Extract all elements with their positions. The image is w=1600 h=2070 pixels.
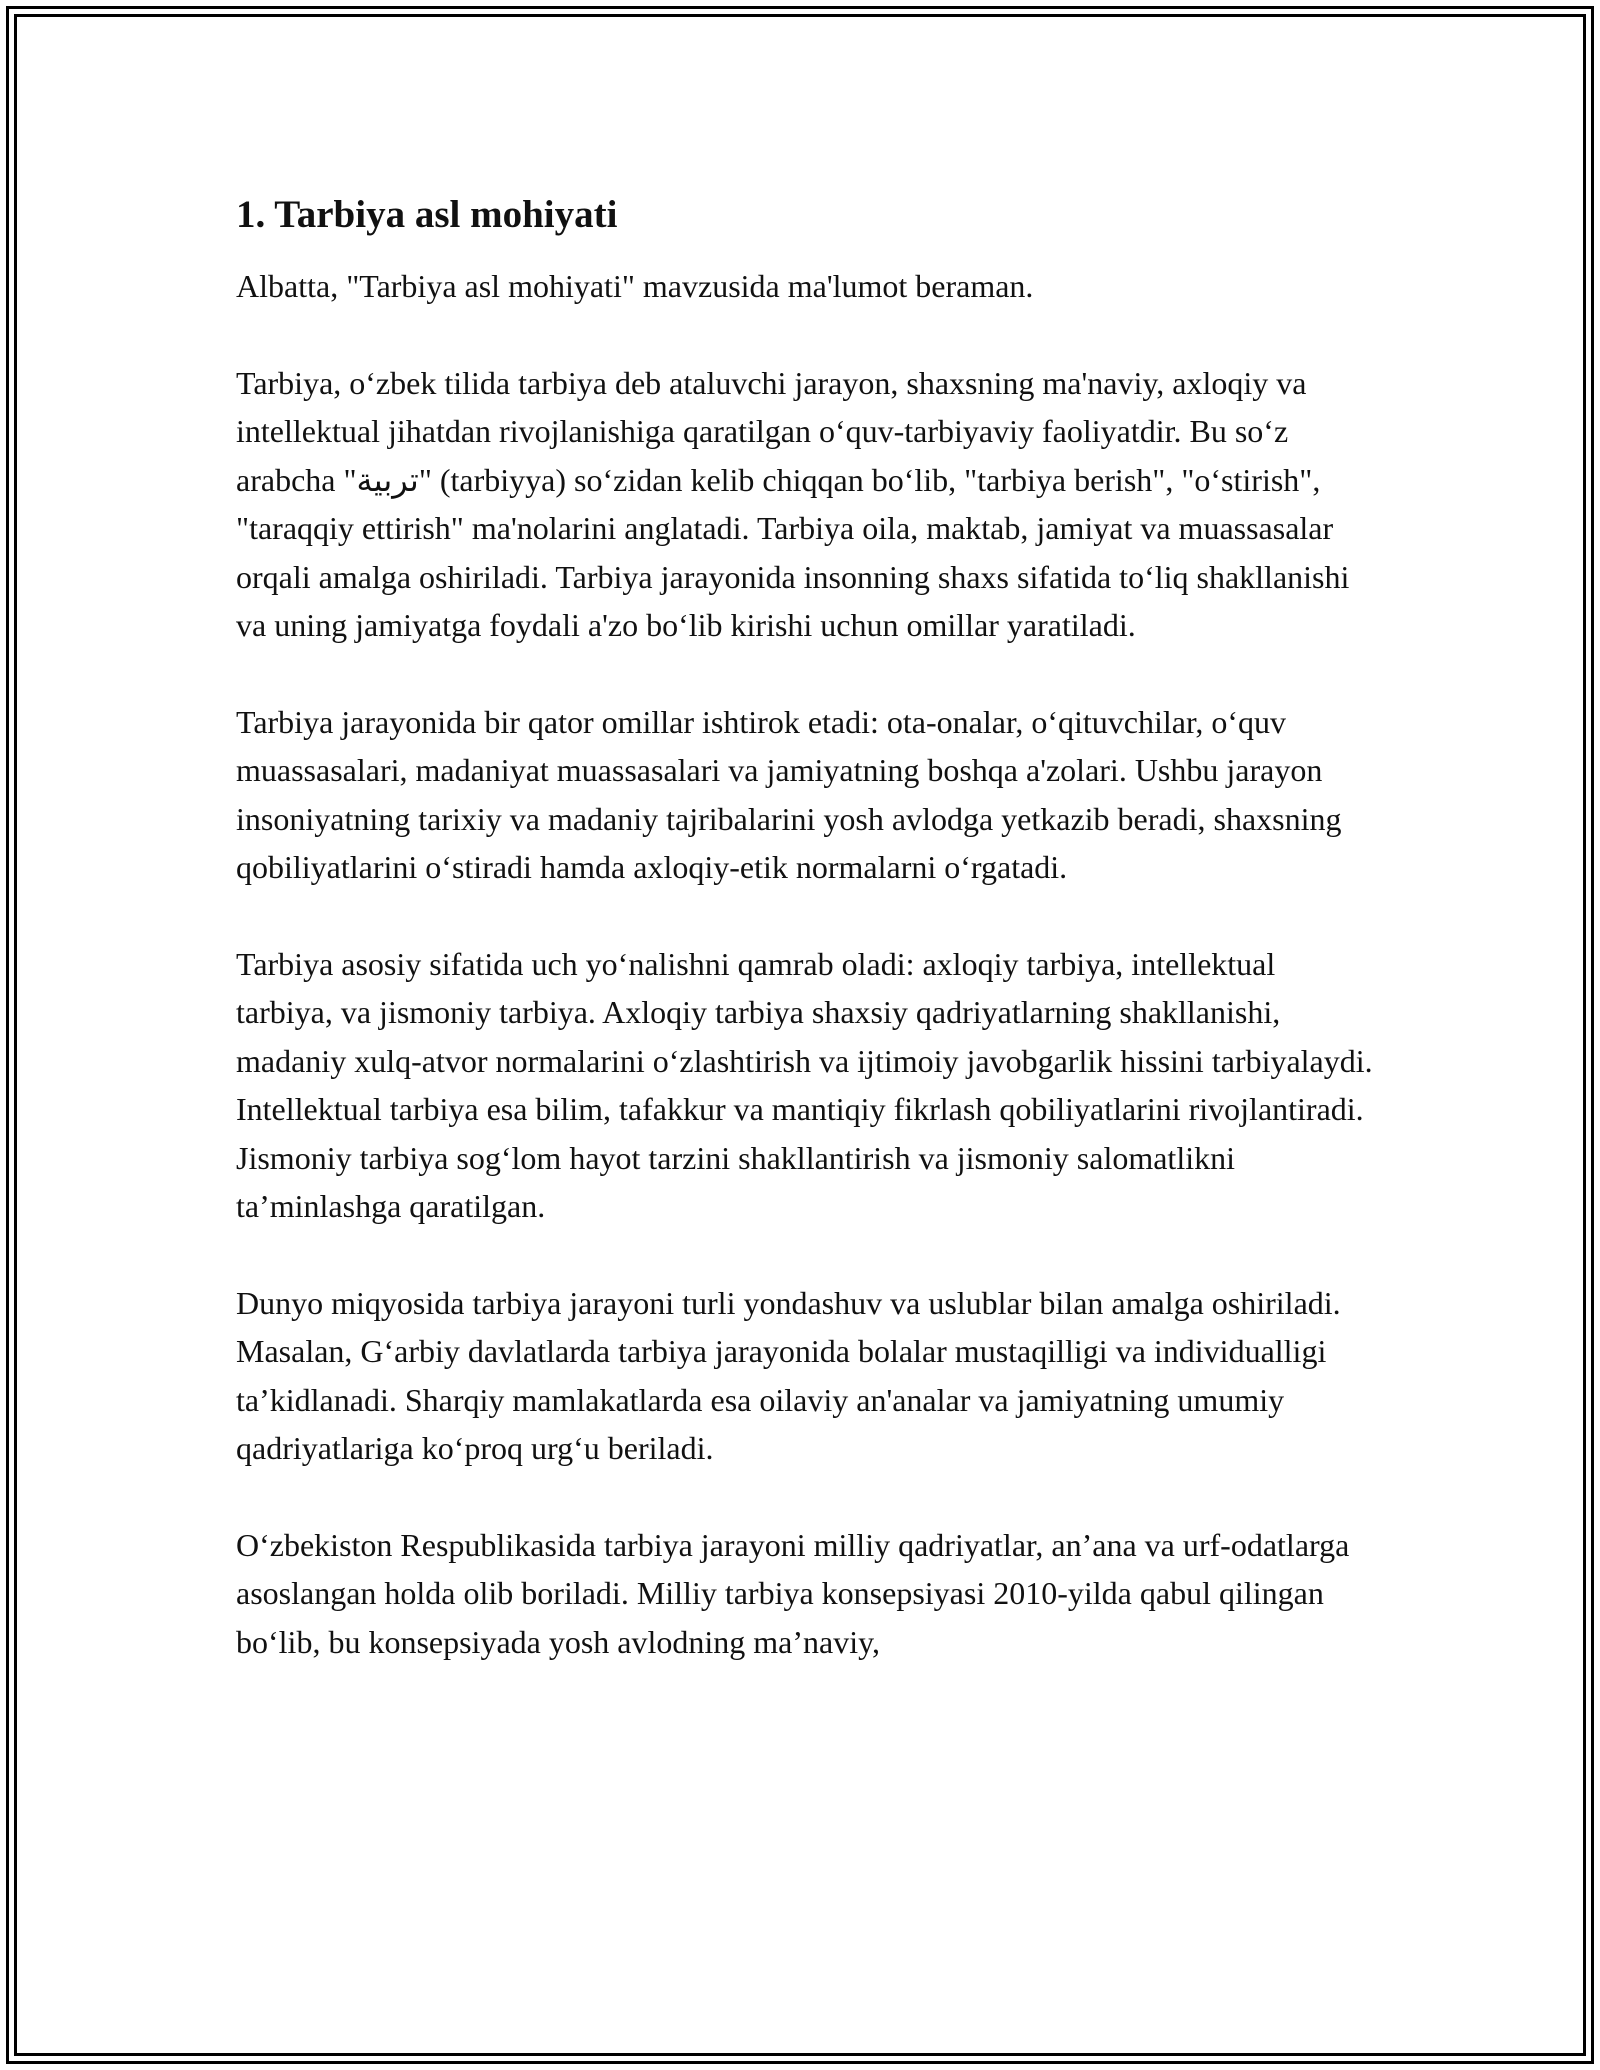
paragraph-definition: Tarbiya, o‘zbek tilida tarbiya deb ataluvchi jarayon, shaxsning ma'naviy, axloqiy va intellektual jihatdan rivojlanishiga qaratilgan o‘quv-tarbiyaviy faoliyatdir. Bu so‘z arabcha "تربية" (tarbiyya) so‘zidan kelib chiqqan bo‘lib, "tarbiya berish", "o‘stirish", "taraqqiy ettirish" ma'nolarini anglatadi. Tarbiya oila, maktab, jamiyat va muassasalar orqali amalga oshiriladi. Tarbiya jarayonida insonning shaxs sifatida to‘liq shakllanishi va uning jamiyatga foydali a'zo bo‘lib kirishi uchun omillar yaratiladi. — [236, 364, 1350, 643]
paragraph-world-approaches: Dunyo miqyosida tarbiya jarayoni turli yondashuv va uslublar bilan amalga oshiriladi. Masalan, G‘arbiy davlatlarda tarbiya jarayonida bolalar mustaqilligi va individualligi ta’kidlanadi. Sharqiy mamlakatlarda esa oilaviy an'analar va jamiyatning umumiy qadriyatlariga ko‘proq urg‘u beriladi. — [236, 1284, 1341, 1466]
paragraph-directions: Tarbiya asosiy sifatida uch yo‘nalishni qamrab oladi: axloqiy tarbiya, intellektual tarbiya, va jismoniy tarbiya. Axloqiy tarbiya shaxsiy qadriyatlarning shakllanishi, madaniy xulq-atvor normalarini o‘zlashtirish va ijtimoiy javobgarlik hissini tarbiyalaydi. Intellektual tarbiya esa bilim, tafakkur va mantiqiy fikrlash qobiliyatlarini rivojlantiradi. Jismoniy tarbiya sog‘lom hayot tarzini shakllantirish va jismoniy salomatlikni ta’minlashga qaratilgan. — [236, 945, 1373, 1224]
section-heading: 1. Tarbiya asl mohiyati — [236, 193, 618, 236]
paragraph-intro: Albatta, "Tarbiya asl mohiyati" mavzusida ma'lumot beraman. — [236, 268, 1034, 304]
document-body — [236, 190, 1376, 1666]
paragraph-factors: Tarbiya jarayonida bir qator omillar ishtirok etadi: ota-onalar, o‘qituvchilar, o‘quv muassasalari, madaniyat muassasalari va jamiyatning boshqa a'zolari. Ushbu jarayon insoniyatning tarixiy va madaniy tajribalarini yosh avlodga yetkazib beradi, shaxsning qobiliyatlarini o‘stiradi hamda axloqiy-etik normalarni o‘rgatadi. — [236, 703, 1342, 885]
paragraph-uzbekistan: O‘zbekiston Respublikasida tarbiya jarayoni milliy qadriyatlar, an’ana va urf-odatlarga asoslangan holda olib boriladi. Milliy tarbiya konsepsiyasi 2010-yilda qabul qilingan bo‘lib, bu konsepsiyada yosh avlodning ma’naviy, — [236, 1526, 1350, 1660]
